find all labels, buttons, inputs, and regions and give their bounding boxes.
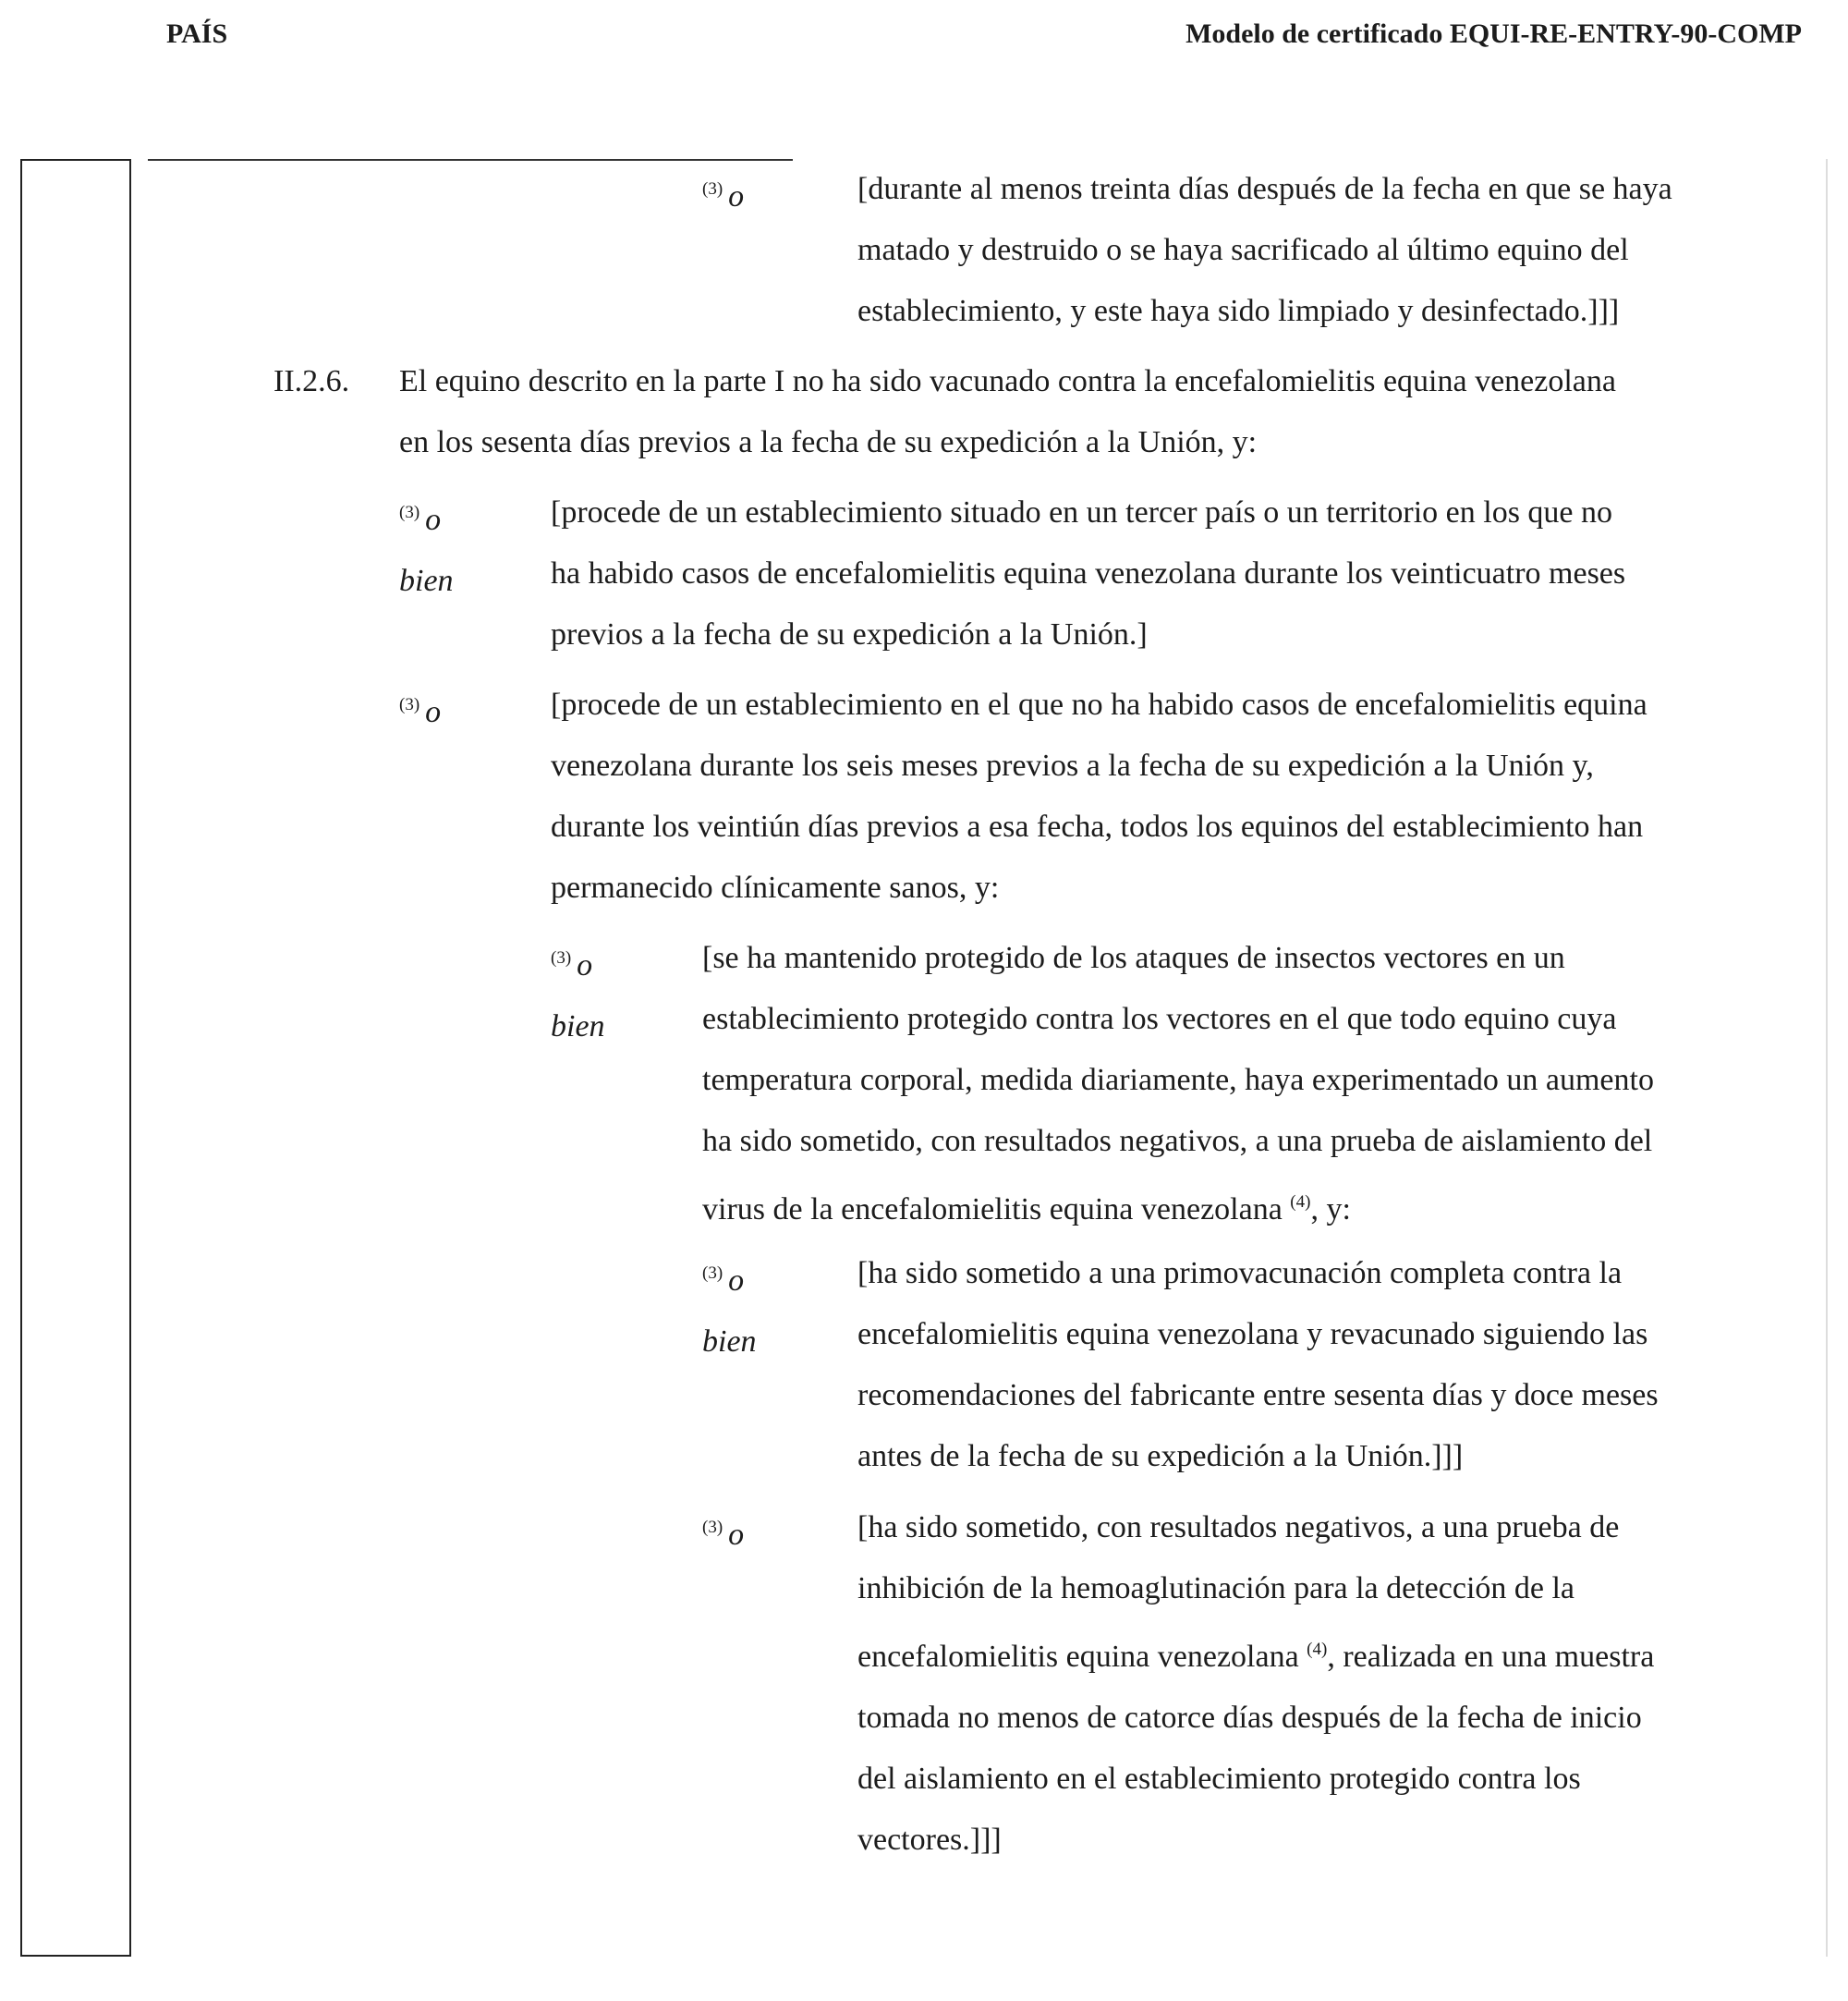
option-marker: $^{(3)}$ o bien	[551, 948, 605, 1043]
text-line: vectores.]]]	[857, 1823, 1002, 1857]
text-line: establecimiento, y este haya sido limpiado y desinfectado.]]]	[857, 294, 1620, 328]
text-line: previos a la fecha de su expedición a la Unión.]	[551, 617, 1148, 652]
text-line: antes de la fecha de su expedición a la Unión.]]]	[857, 1439, 1464, 1473]
text-line: permanecido clínicamente sanos, y:	[551, 871, 1000, 905]
footnote-ref: (3)	[399, 503, 420, 522]
header-country: PAÍS	[166, 18, 228, 49]
text-line: [ha sido sometido, con resultados negativos, a una prueba de	[857, 1510, 1620, 1544]
text-line: virus de la encefalomielitis equina venezolana $^{(4)}$, y:	[702, 1192, 1351, 1226]
option-marker: $^{(3)}$ o	[399, 695, 442, 729]
text-line: [ha sido sometido a una primovacunación completa contra la	[857, 1256, 1623, 1290]
option-marker: $^{(3)}$ o bien	[702, 1263, 757, 1359]
option-marker: $^{(3)}$ o	[702, 179, 745, 214]
text-line: inhibición de la hemoaglutinación para la detección de la	[857, 1571, 1575, 1605]
footnote-ref: (3)	[702, 1263, 723, 1283]
left-margin-box	[20, 159, 131, 1957]
text-line: [se ha mantenido protegido de los ataques de insectos vectores en un	[702, 941, 1565, 975]
text-line: tomada no menos de catorce días después de la fecha de inicio	[857, 1701, 1642, 1735]
footnote-ref: (3)	[399, 695, 420, 714]
text-line: ha habido casos de encefalomielitis equina venezolana durante los veinticuatro meses	[551, 556, 1626, 591]
text-line: durante los veintiún días previos a esa fecha, todos los equinos del establecimiento han	[551, 810, 1644, 844]
text-line: recomendaciones del fabricante entre sesenta días y doce meses	[857, 1378, 1659, 1412]
text-line: [procede de un establecimiento situado en un tercer país o un territorio en los que no	[551, 495, 1613, 530]
text-line: venezolana durante los seis meses previos a la fecha de su expedición a la Unión y,	[551, 749, 1594, 783]
option-marker: $^{(3)}$ o bien	[399, 503, 454, 598]
text-line: matado y destruido o se haya sacrificado al último equino del	[857, 233, 1629, 267]
footnote-ref: (4)	[1307, 1640, 1328, 1659]
text-line: en los sesenta días previos a la fecha de su expedición a la Unión, y:	[399, 425, 1258, 459]
header-certificate-model: Modelo de certificado EQUI-RE-ENTRY-90-COMP	[1185, 18, 1802, 49]
text-line: ha sido sometido, con resultados negativos, a una prueba de aislamiento del	[702, 1124, 1653, 1158]
top-divider-line	[148, 159, 793, 161]
footnote-ref: (3)	[551, 948, 572, 968]
footnote-ref: (3)	[702, 1518, 723, 1537]
text-line: temperatura corporal, medida diariamente, haya experimentado un aumento	[702, 1063, 1654, 1097]
text-line: [durante al menos treinta días después de la fecha en que se haya	[857, 172, 1672, 206]
text-line: El equino descrito en la parte I no ha sido vacunado contra la encefalomielitis equina venezolana	[399, 364, 1616, 398]
text-line: encefalomielitis equina venezolana $^{(4)}$, realizada en una muestra	[857, 1640, 1655, 1674]
text-line: establecimiento protegido contra los vectores en el que todo equino cuya	[702, 1002, 1617, 1036]
section-number: II.2.6.	[274, 364, 350, 398]
option-marker: $^{(3)}$ o	[702, 1518, 745, 1552]
text-line: del aislamiento en el establecimiento protegido contra los	[857, 1762, 1581, 1796]
text-line: [procede de un establecimiento en el que no ha habido casos de encefalomielitis equina	[551, 688, 1647, 722]
footnote-ref: (3)	[702, 179, 723, 199]
text-line: encefalomielitis equina venezolana y revacunado siguiendo las	[857, 1317, 1648, 1351]
footnote-ref: (4)	[1290, 1192, 1311, 1212]
